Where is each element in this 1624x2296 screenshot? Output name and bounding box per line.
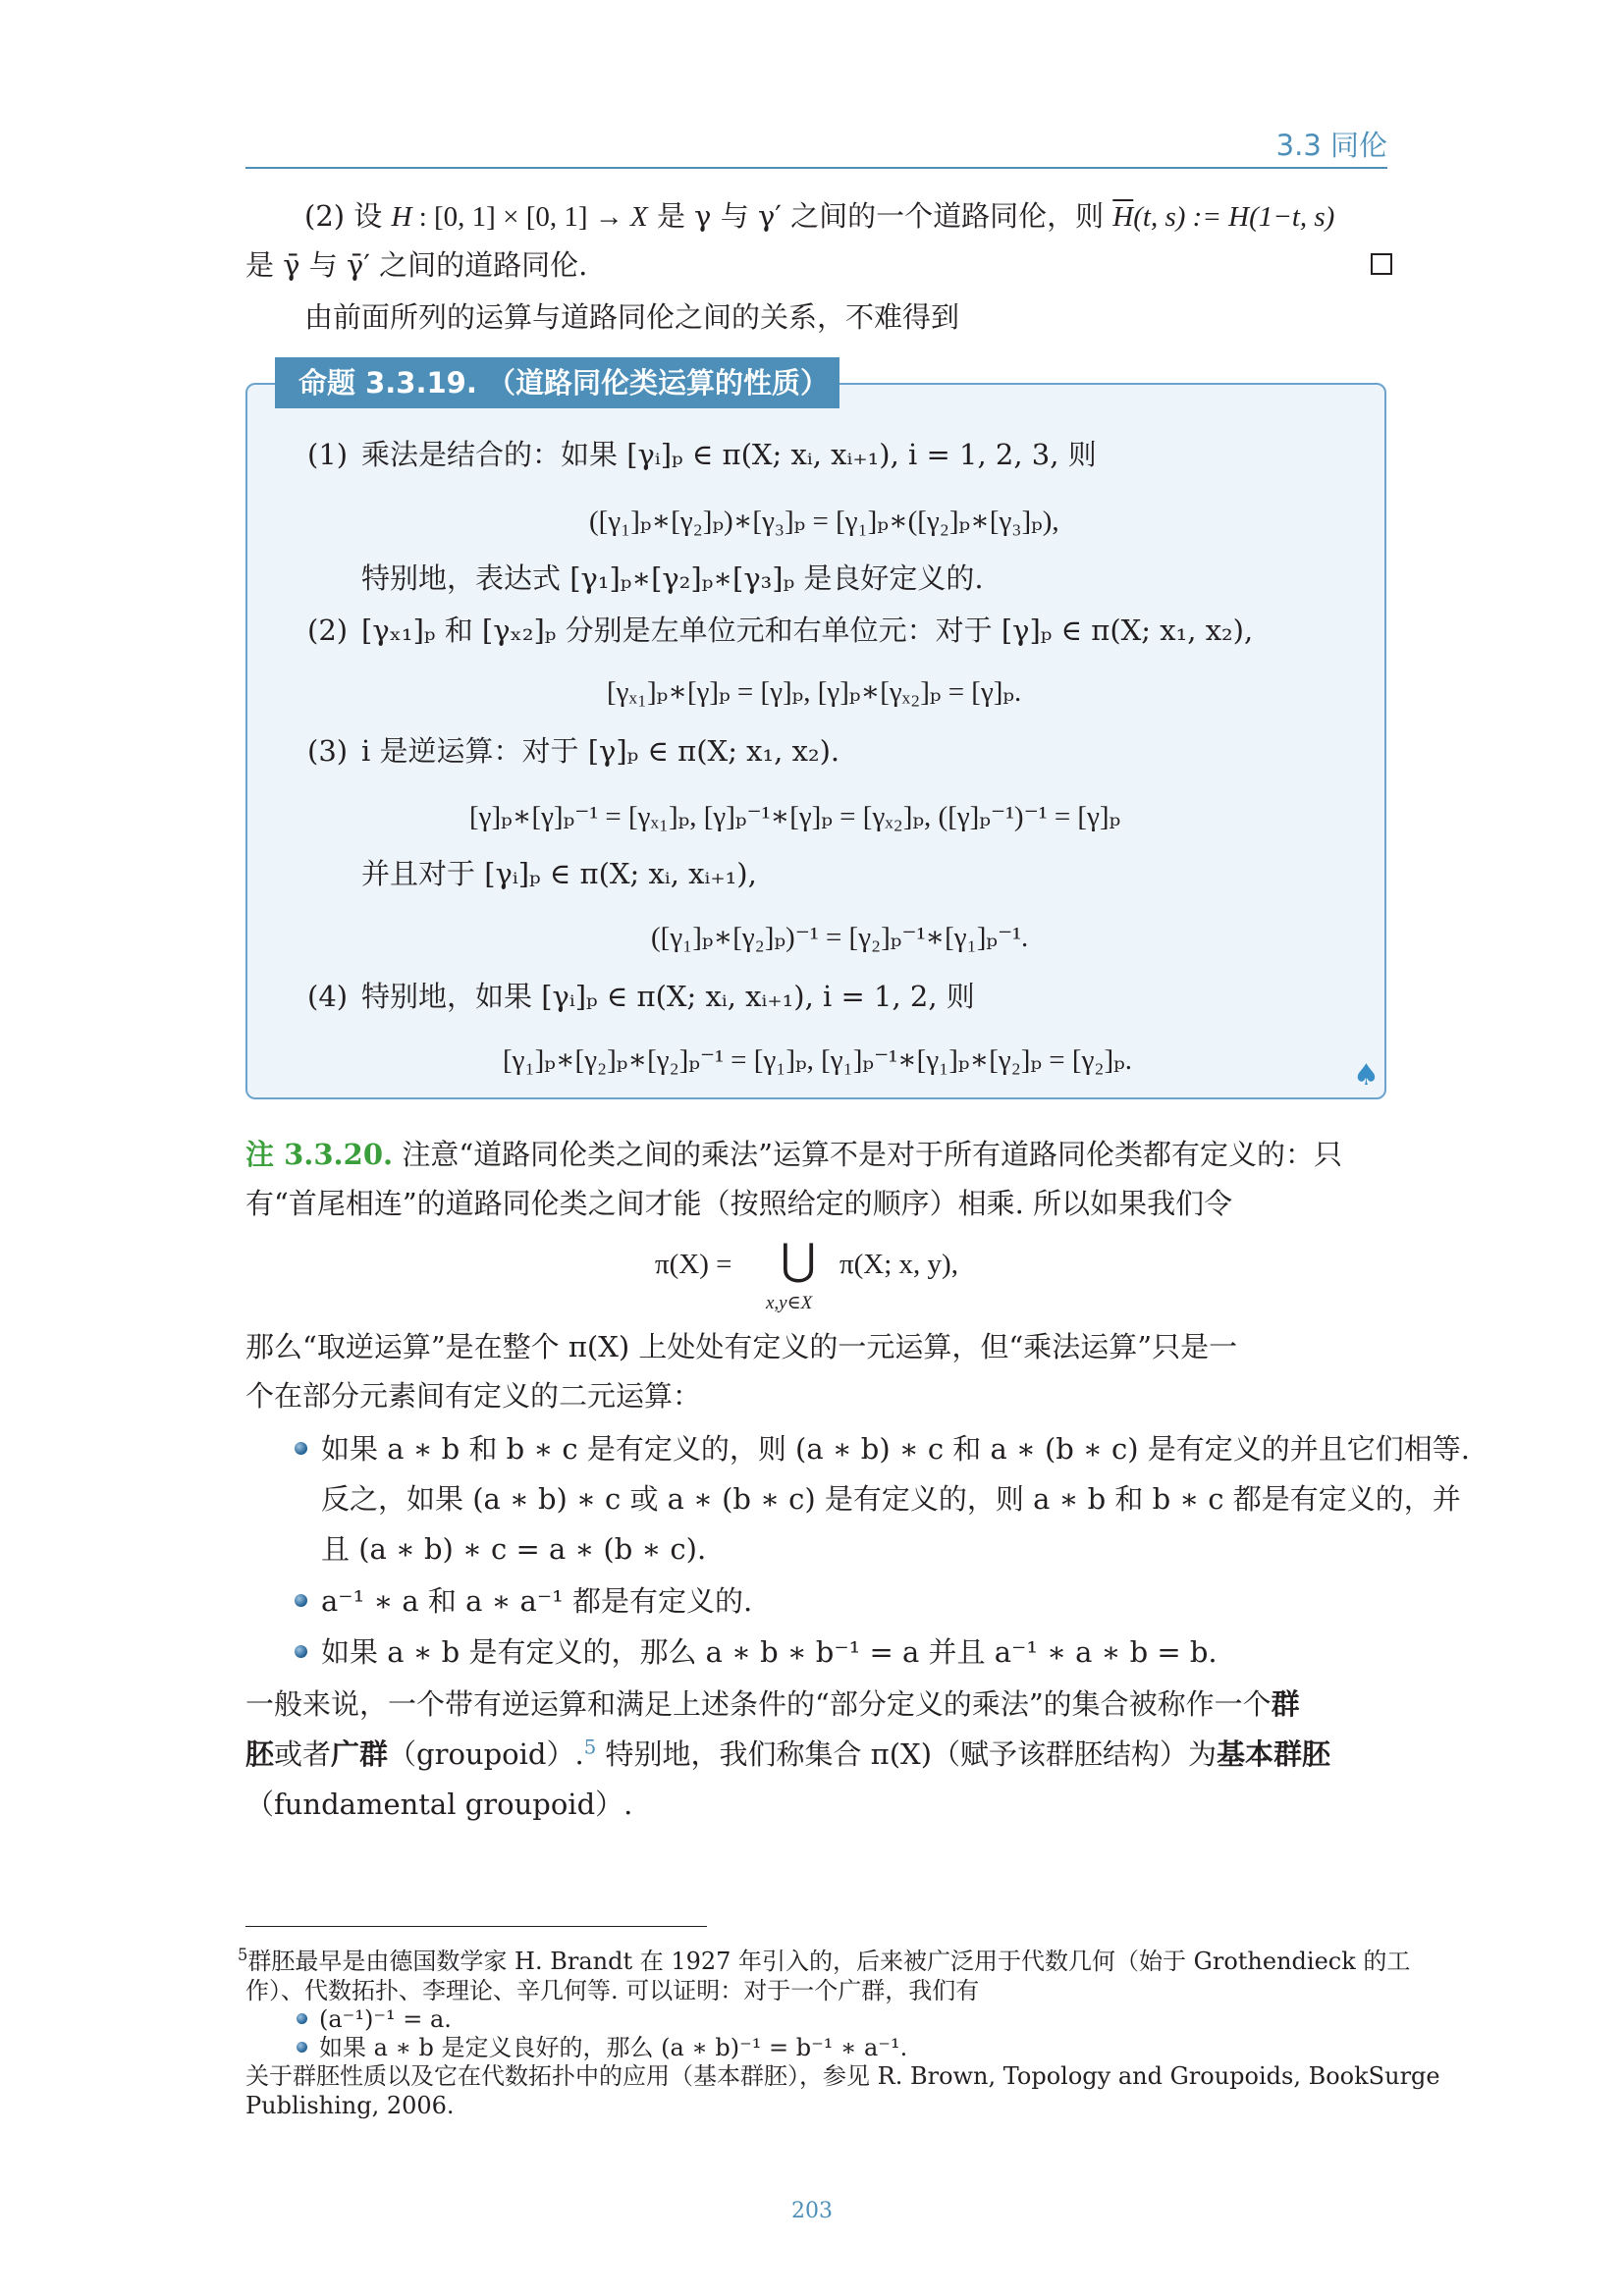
page-number: 203 — [791, 2199, 833, 2223]
remark-bullet-2: a⁻¹ ∗ a 和 a ∗ a⁻¹ 都是有定义的. — [321, 1584, 753, 1618]
prop-item-3-label: (3) — [307, 734, 349, 768]
prop-item-1-label: (1) — [307, 438, 349, 471]
footnote-bullet-2: 如果 a ∗ b 是定义良好的，那么 (a ∗ b)⁻¹ = b⁻¹ ∗ a⁻¹. — [319, 2034, 908, 2061]
footnote-line-1: $^5$群胚最早是由德国数学家 H. Brandt 在 1927 年引入的，后来被广泛用于代数几何（始于 Grothendieck 的工 — [238, 1946, 1411, 1975]
proof-line-2: 是 γ̄ 与 γ̄′ 之间的道路同伦. — [245, 248, 588, 282]
spade-icon: ♠ — [1353, 1058, 1380, 1093]
remark-line-3: 那么“取逆运算”是在整个 π(X) 上处处有定义的一元运算，但“乘法运算”只是一 — [245, 1330, 1238, 1363]
prop-item-4-equation: [γ₁]ₚ∗[γ₂]ₚ∗[γ₂]ₚ⁻¹ = [γ₁]ₚ, [γ₁]ₚ⁻¹∗[γ₁]ₚ∗[γ₂]ₚ = [γ₂]ₚ. — [503, 1044, 1133, 1076]
footnote-bullet-1: (a⁻¹)⁻¹ = a. — [319, 2005, 452, 2033]
prop-item-3-text: i 是逆运算：对于 [γ]ₚ ∈ π(X; x₁, x₂). — [361, 734, 840, 768]
footnote-line-3: 关于群胚性质以及它在代数拓扑中的应用（基本群胚），参见 R. Brown, Topology and Groupoids, BookSurge — [245, 2062, 1440, 2090]
footnote-ref[interactable]: 5 — [583, 1735, 597, 1759]
groupoid-para-line-3: （fundamental groupoid）. — [245, 1788, 633, 1821]
prop-item-2-equation: [γₓ₁]ₚ∗[γ]ₚ = [γ]ₚ, [γ]ₚ∗[γₓ₂]ₚ = [γ]ₚ. — [607, 676, 1022, 708]
big-union-symbol: ⋃ — [781, 1236, 817, 1284]
proof-line-1: (2) 设 H : [0, 1] × [0, 1] → X 是 γ 与 γ′ 之间的一个道路同伦，则 $\overline{H}(t$, s) := H(1−t, s) — [304, 199, 1335, 233]
bullet-icon — [295, 1645, 307, 1658]
bullet-icon — [295, 1594, 307, 1607]
prop-item-3-remark: 并且对于 [γᵢ]ₚ ∈ π(X; xᵢ, xᵢ₊₁), — [361, 857, 757, 890]
qed-square-icon — [1371, 253, 1392, 275]
remark-line-4: 个在部分元素间有定义的二元运算： — [245, 1379, 702, 1413]
running-header: 3.3 同伦 — [1275, 129, 1387, 162]
remark-bullet-1-a: 如果 a ∗ b 和 b ∗ c 是有定义的，则 (a ∗ b) ∗ c 和 a ∗ (b ∗ c) 是有定义的并且它们相等. — [321, 1432, 1470, 1466]
groupoid-para-line-1: 一般来说，一个带有逆运算和满足上述条件的“部分定义的乘法”的集合被称作一个群 — [245, 1687, 1300, 1721]
union-subscript: x,y∈X — [766, 1293, 813, 1313]
header-rule — [245, 167, 1387, 169]
groupoid-para-line-2: 胚或者广群（groupoid）.$^5$ 特别地，我们称集合 π(X)（赋予该群胚结构）为基本群胚 — [245, 1735, 1331, 1771]
proposition-title: 命题 3.3.19. （道路同伦类运算的性质） — [275, 357, 839, 408]
remark-line-2: 有“首尾相连”的道路同伦类之间才能（按照给定的顺序）相乘. 所以如果我们令 — [245, 1187, 1233, 1220]
prop-item-3-equation-2: ([γ₁]ₚ∗[γ₂]ₚ)⁻¹ = [γ₂]ₚ⁻¹∗[γ₁]ₚ⁻¹. — [651, 922, 1029, 953]
prop-item-1-text: 乘法是结合的：如果 [γᵢ]ₚ ∈ π(X; xᵢ, xᵢ₊₁), i = 1, 2, 3, 则 — [361, 438, 1097, 471]
prop-item-4-text: 特别地，如果 [γᵢ]ₚ ∈ π(X; xᵢ, xᵢ₊₁), i = 1, 2, 则 — [361, 980, 975, 1013]
prop-item-3-equation: [γ]ₚ∗[γ]ₚ⁻¹ = [γₓ₁]ₚ, [γ]ₚ⁻¹∗[γ]ₚ = [γₓ₂]ₚ, ([γ]ₚ⁻¹)⁻¹ = [γ]ₚ — [469, 801, 1121, 832]
prop-item-1-remark: 特别地，表达式 [γ₁]ₚ∗[γ₂]ₚ∗[γ₃]ₚ 是良好定义的. — [361, 561, 984, 595]
footnote-line-2: 作）、代数拓扑、李理论、辛几何等. 可以证明：对于一个广群，我们有 — [245, 1977, 980, 2004]
remark-bullet-1-c: 且 (a ∗ b) ∗ c = a ∗ (b ∗ c). — [321, 1532, 707, 1566]
remark-equation-right: π(X; x, y), — [839, 1249, 958, 1280]
prop-item-2-label: (2) — [307, 614, 349, 647]
prop-item-1-equation: ([γ₁]ₚ∗[γ₂]ₚ)∗[γ₃]ₚ = [γ₁]ₚ∗([γ₂]ₚ∗[γ₃]ₚ), — [589, 506, 1059, 537]
footnote-rule — [245, 1926, 707, 1927]
bullet-icon — [295, 1442, 307, 1455]
prop-item-4-label: (4) — [307, 980, 349, 1013]
remark-line-1: 注 3.3.20. 注意“道路同伦类之间的乘法”运算不是对于所有道路同伦类都有定义的：只 — [245, 1138, 1342, 1171]
footnote-line-4: Publishing, 2006. — [245, 2092, 455, 2119]
remark-bullet-3: 如果 a ∗ b 是有定义的，那么 a ∗ b ∗ b⁻¹ = a 并且 a⁻¹ ∗ a ∗ b = b. — [321, 1635, 1218, 1669]
bullet-icon — [297, 2013, 307, 2024]
intro-line: 由前面所列的运算与道路同伦之间的关系，不难得到 — [304, 300, 960, 334]
remark-label: 注 3.3.20. — [245, 1138, 394, 1171]
remark-bullet-1-b: 反之，如果 (a ∗ b) ∗ c 或 a ∗ (b ∗ c) 是有定义的，则 a ∗ b 和 b ∗ c 都是有定义的，并 — [321, 1482, 1461, 1516]
bullet-icon — [297, 2042, 307, 2053]
prop-item-2-text: [γₓ₁]ₚ 和 [γₓ₂]ₚ 分别是左单位元和右单位元：对于 [γ]ₚ ∈ π(X; x₁, x₂), — [361, 614, 1254, 647]
remark-equation-left: π(X) = — [655, 1249, 732, 1280]
